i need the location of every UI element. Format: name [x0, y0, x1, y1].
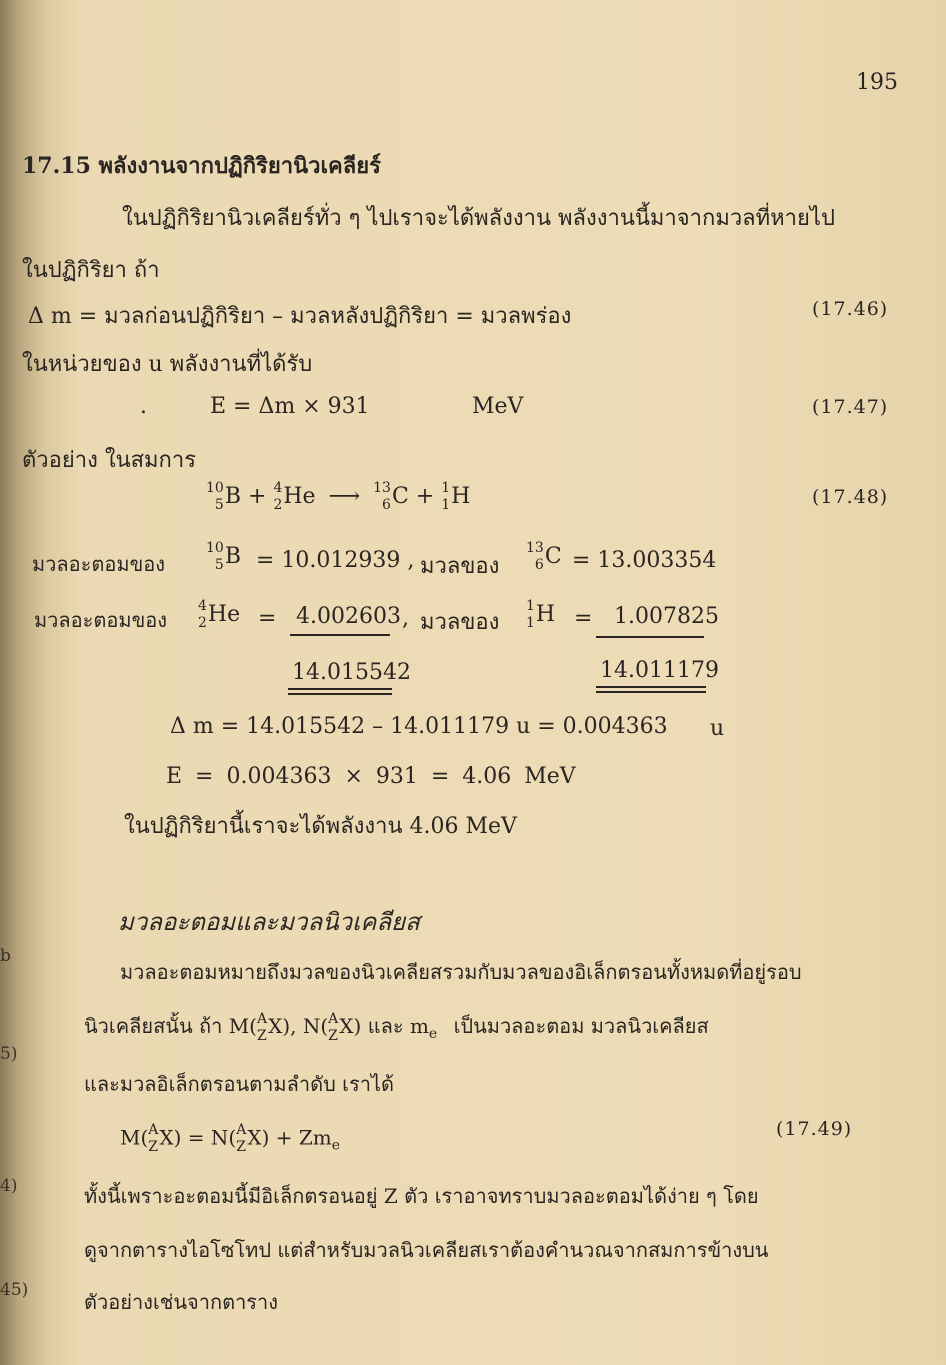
paragraph-line: มวลอะตอมหมายถึงมวลของนิวเคลียสรวมกับมวลของอิเล็กตรอนทั้งหมดที่อยู่รอบ: [120, 960, 802, 984]
paragraph-line: ในปฏิกิริยา ถ้า: [22, 258, 160, 283]
reaction-arrow: ⟶: [328, 484, 361, 509]
boron-mass-value: = 10.012939 ,: [256, 548, 415, 573]
paragraph-line: นิวเคลียสนั้น ถ้า M( A Z X), N( A Z X) และ $m_e$ เป็นมวลอะตอม มวลนิวเคลียส: [84, 1010, 709, 1044]
paragraph-line: ตัวอย่าง ในสมการ: [22, 448, 197, 473]
energy-line: E = 0.004363 × 931 = 4.06 MeV: [166, 764, 576, 789]
unit-label: MeV: [472, 394, 524, 419]
underline-rule: [290, 634, 390, 636]
paragraph-line: ดูจากตารางไอโซโทป แต่สำหรับมวลนิวเคลียสเราต้องคำนวณจากสมการข้างบน: [84, 1238, 769, 1262]
equation-17-47: E = Δm × 931: [210, 394, 370, 419]
subheading: มวลอะตอมและมวลนิวเคลียส: [118, 908, 420, 936]
equals-sign: =: [258, 606, 277, 631]
equation-number: (17.46): [812, 298, 889, 320]
paragraph-line: ในปฏิกิริยานิวเคลียร์ทั่ว ๆ ไปเราจะได้พลังงาน พลังงานนี้มาจากมวลที่หายไป: [122, 206, 835, 231]
equation-number: (17.48): [812, 486, 889, 508]
page-number: 195: [856, 70, 898, 95]
equals-sign: =: [574, 606, 593, 631]
mass-label: มวลอะตอมของ: [32, 552, 166, 576]
margin-mark: 45): [0, 1280, 29, 1300]
isotope-boron-ref: 10 5 B: [206, 540, 241, 573]
paragraph-line: ตัวอย่างเช่นจากตาราง: [84, 1290, 279, 1314]
unit-label: u: [710, 716, 725, 741]
sum-left: 14.015542: [292, 660, 411, 685]
carbon-mass-value: = 13.003354: [572, 548, 717, 573]
underline-rule: [596, 636, 704, 638]
mass-defect-line: Δ m = 14.015542 – 14.011179 u = 0.004363: [170, 714, 668, 739]
equation-number: (17.49): [776, 1118, 853, 1140]
helium-mass-value: 4.002603: [296, 604, 401, 629]
mass-label: มวลของ: [420, 554, 500, 579]
equation-17-46: Δ m = มวลก่อนปฏิกิริยา – มวลหลังปฏิกิริยา = มวลพร่อง: [28, 304, 572, 329]
mass-label: มวลอะตอมของ: [34, 608, 168, 632]
paragraph-line: ในหน่วยของ u พลังงานที่ได้รับ: [22, 352, 313, 377]
section-title: 17.15 พลังงานจากปฏิกิริยานิวเคลียร์: [22, 153, 381, 179]
equation-17-49: M( A Z X) = N( A Z $X) + Zm_e$: [120, 1122, 341, 1155]
isotope-boron: 10 5 B: [206, 480, 241, 513]
equation-17-48: 10 5 B + 4 2 He ⟶ 13 6 C + 1 1 H: [206, 480, 471, 513]
conclusion-line: ในปฏิกิริยานี้เราจะได้พลังงาน 4.06 MeV: [124, 814, 517, 839]
bullet-dot: .: [140, 394, 147, 419]
equation-number: (17.47): [812, 396, 889, 418]
paragraph-line: ทั้งนี้เพราะอะตอมนี้มีอิเล็กตรอนอยู่ Z ตัว เราอาจทราบมวลอะตอมได้ง่าย ๆ โดย: [84, 1184, 759, 1208]
comma: ,: [402, 606, 409, 631]
margin-mark: b: [0, 946, 11, 966]
double-rule: [288, 688, 392, 695]
isotope-hydrogen: 1 1 H: [441, 480, 471, 513]
mass-label: มวลของ: [420, 610, 500, 635]
isotope-hydrogen-ref: 1 1 H: [526, 598, 556, 631]
double-rule: [596, 686, 706, 693]
isotope-carbon: 13 6 C: [373, 480, 409, 513]
paragraph-line: และมวลอิเล็กตรอนตามลำดับ เราได้: [84, 1072, 394, 1096]
hydrogen-mass-value: 1.007825: [614, 604, 719, 629]
isotope-carbon-ref: 13 6 C: [526, 540, 562, 573]
margin-mark: 4): [0, 1176, 18, 1196]
isotope-helium: 4 2 He: [273, 480, 316, 513]
sum-right: 14.011179: [600, 658, 719, 683]
isotope-helium-ref: 4 2 He: [198, 598, 241, 631]
margin-mark: 5): [0, 1044, 18, 1064]
